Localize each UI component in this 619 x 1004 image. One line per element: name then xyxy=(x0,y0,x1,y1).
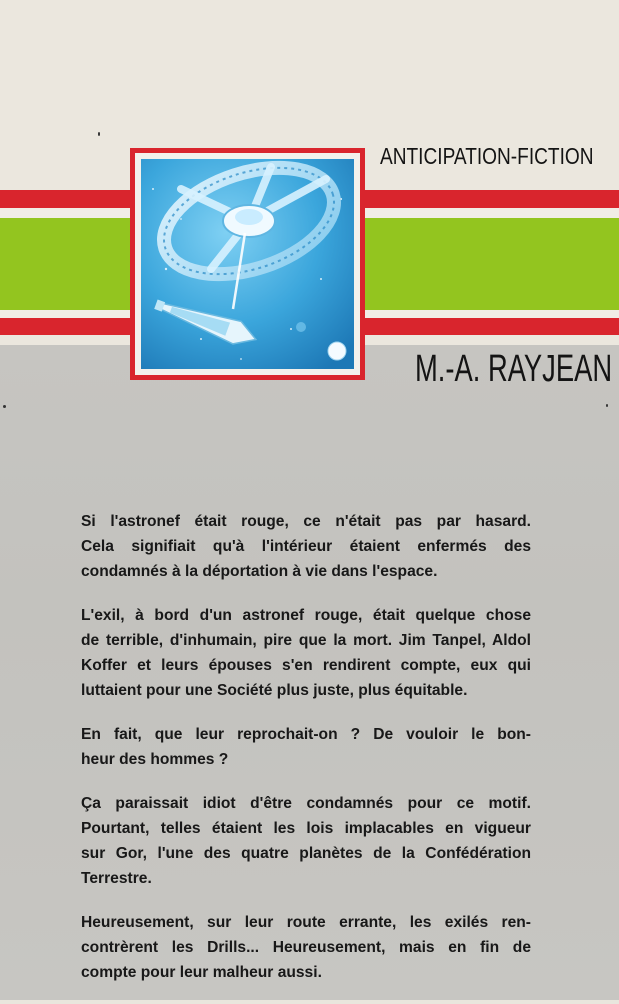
blurb-line: compte pour leur malheur aussi. xyxy=(81,964,322,981)
print-speck xyxy=(98,132,100,136)
blurb-paragraph xyxy=(81,603,531,703)
blurb-line: En fait, que leur reprochait-on ? De vouloir le bon- xyxy=(81,726,531,743)
blurb-line: Pourtant, telles étaient les lois implacables en vigueur xyxy=(81,820,531,837)
blurb-paragraph xyxy=(81,791,531,891)
author-name: M.-A. RAYJEAN xyxy=(415,348,613,390)
blurb-paragraph xyxy=(81,910,531,985)
blurb-line: Terrestre. xyxy=(81,870,152,887)
blurb-line: sur Gor, l'une des quatre planètes de la Confédération xyxy=(81,845,531,862)
series-title: ANTICIPATION-FICTION xyxy=(380,143,594,169)
blurb-line: Koffer et leurs épouses s'en rendirent compte, eux qui xyxy=(81,657,531,674)
print-speck xyxy=(606,404,608,407)
blurb-line: luttaient pour une Société plus juste, plus équitable. xyxy=(81,682,468,699)
blurb-line: L'exil, à bord d'un astronef rouge, était quelque chose xyxy=(81,607,531,624)
print-speck xyxy=(3,405,6,408)
blurb-line: de terrible, d'inhumain, pire que la mort. Jim Tanpel, Aldol xyxy=(81,632,531,649)
blurb-paragraph xyxy=(81,722,531,772)
blurb-line: Heureusement, sur leur route errante, les exilés ren- xyxy=(81,914,531,931)
illustration-mat xyxy=(135,153,360,375)
blurb-line: Si l'astronef était rouge, ce n'était pas par hasard. xyxy=(81,513,531,530)
blurb-line: Ça paraissait idiot d'être condamnés pour ce motif. xyxy=(81,795,531,812)
blurb-paragraph xyxy=(81,509,531,584)
illustration-frame xyxy=(130,148,365,380)
blurb-line: contrèrent les Drills... Heureusement, mais en fin de xyxy=(81,939,531,956)
space-station-illustration xyxy=(141,159,354,369)
blurb-line: condamnés à la déportation à vie dans l'espace. xyxy=(81,563,438,580)
blurb-line: Cela signifiait qu'à l'intérieur étaient enfermés des xyxy=(81,538,531,555)
blurb-text xyxy=(81,509,531,1004)
blurb-line: heur des hommes ? xyxy=(81,751,229,768)
